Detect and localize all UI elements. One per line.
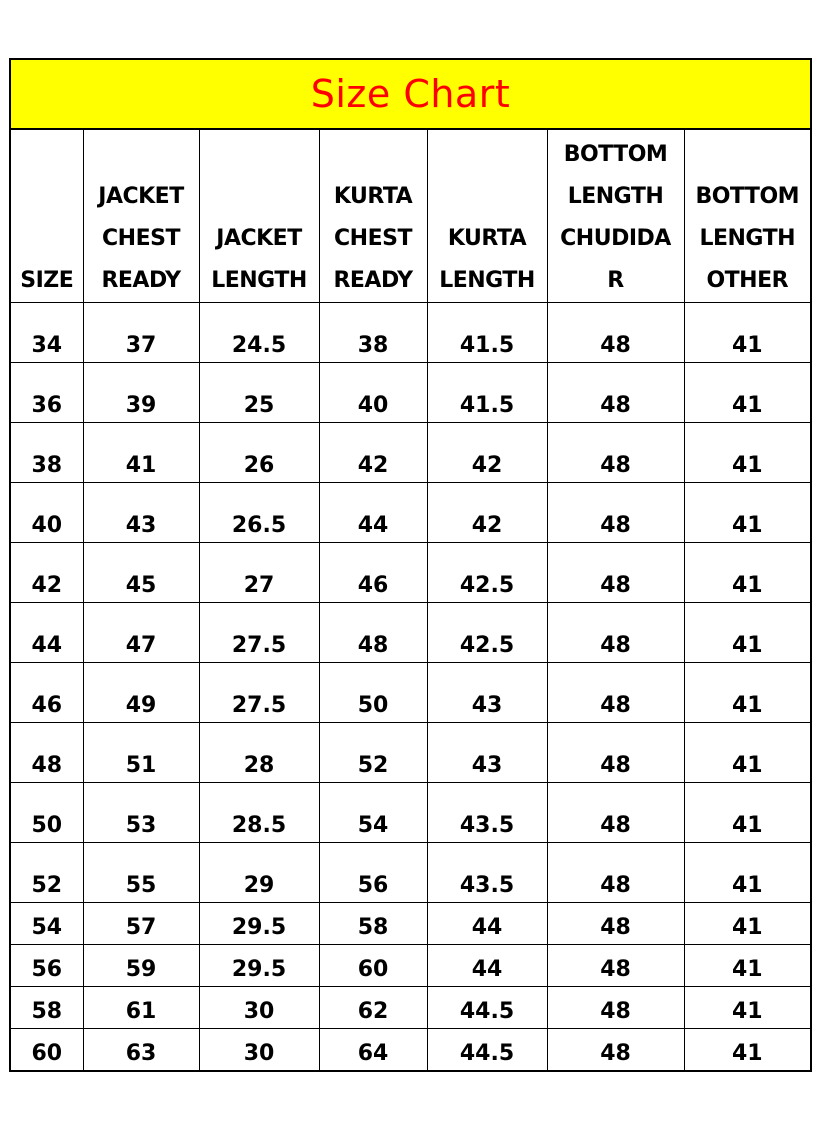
table-cell: 44 [11,602,83,662]
table-cell: 48 [547,842,684,902]
table-cell: 43 [427,722,547,782]
table-cell: 42 [427,482,547,542]
column-header-line: READY [101,267,181,293]
table-cell: 41 [684,662,810,722]
table-cell: 41 [684,422,810,482]
column-header-line: KURTA [447,225,527,251]
table-cell: 41 [684,902,810,944]
table-row [11,902,810,944]
table-cell: 42 [427,422,547,482]
header-row [11,130,810,302]
table-cell: 56 [11,944,83,986]
table-row [11,422,810,482]
table-cell: 27.5 [199,602,319,662]
column-header [83,130,199,302]
column-header-line: READY [333,267,413,293]
table-cell: 46 [319,542,427,602]
column-header-line: JACKET [98,183,184,209]
table-cell: 37 [83,302,199,362]
table-cell: 42.5 [427,602,547,662]
table-cell: 48 [547,602,684,662]
table-cell: 43.5 [427,782,547,842]
table-cell: 42 [11,542,83,602]
table-cell: 52 [11,842,83,902]
table-cell: 48 [319,602,427,662]
table-cell: 48 [547,542,684,602]
table-cell: 41 [684,944,810,986]
title-bar [11,60,810,130]
table-row [11,302,810,362]
table-row [11,944,810,986]
table-cell: 38 [11,422,83,482]
table-cell: 39 [83,362,199,422]
column-header-line: BOTTOM [563,141,668,167]
table-cell: 27 [199,542,319,602]
column-header [547,130,684,302]
column-header-line: OTHER [706,267,789,293]
table-cell: 48 [547,482,684,542]
table-row [11,602,810,662]
size-chart-title: Size Chart [310,72,511,116]
size-table [11,130,810,1070]
table-row [11,482,810,542]
table-cell: 53 [83,782,199,842]
column-header-line: LENGTH [567,183,664,209]
table-cell: 38 [319,302,427,362]
table-cell: 45 [83,542,199,602]
table-row [11,362,810,422]
table-cell: 48 [547,662,684,722]
table-cell: 44 [427,902,547,944]
table-cell: 56 [319,842,427,902]
table-cell: 41 [684,842,810,902]
column-header-line: LENGTH [699,225,796,251]
table-cell: 58 [319,902,427,944]
table-row [11,842,810,902]
table-body [11,302,810,1070]
table-cell: 43.5 [427,842,547,902]
table-cell: 48 [547,722,684,782]
table-cell: 41 [684,482,810,542]
table-cell: 42.5 [427,542,547,602]
table-cell: 41 [684,722,810,782]
table-row [11,722,810,782]
table-cell: 50 [319,662,427,722]
table-cell: 29.5 [199,902,319,944]
table-cell: 48 [11,722,83,782]
table-cell: 47 [83,602,199,662]
table-cell: 27.5 [199,662,319,722]
column-header [319,130,427,302]
table-cell: 48 [547,302,684,362]
column-header [11,130,83,302]
table-cell: 48 [547,944,684,986]
table-row [11,1028,810,1070]
table-cell: 48 [547,986,684,1028]
table-cell: 41 [684,986,810,1028]
table-cell: 46 [11,662,83,722]
table-cell: 24.5 [199,302,319,362]
table-cell: 48 [547,782,684,842]
column-header-line: SIZE [20,267,74,293]
table-cell: 44 [319,482,427,542]
table-cell: 48 [547,1028,684,1070]
table-cell: 41 [684,1028,810,1070]
table-cell: 41 [684,362,810,422]
table-cell: 29.5 [199,944,319,986]
table-cell: 30 [199,986,319,1028]
table-cell: 30 [199,1028,319,1070]
table-cell: 40 [319,362,427,422]
table-cell: 61 [83,986,199,1028]
table-row [11,542,810,602]
column-header-line: CHEST [102,225,180,251]
table-cell: 25 [199,362,319,422]
table-cell: 58 [11,986,83,1028]
table-cell: 40 [11,482,83,542]
table-cell: 34 [11,302,83,362]
table-cell: 26 [199,422,319,482]
table-cell: 41 [684,542,810,602]
column-header-line: LENGTH [211,267,307,293]
table-cell: 57 [83,902,199,944]
table-cell: 54 [319,782,427,842]
table-cell: 41 [684,782,810,842]
table-cell: 43 [83,482,199,542]
table-cell: 43 [427,662,547,722]
column-header-line: CHEST [334,225,412,251]
column-header-line: BOTTOM [695,183,800,209]
table-cell: 42 [319,422,427,482]
table-cell: 62 [319,986,427,1028]
table-cell: 44 [427,944,547,986]
table-cell: 41.5 [427,362,547,422]
table-cell: 55 [83,842,199,902]
table-cell: 29 [199,842,319,902]
table-row [11,662,810,722]
table-cell: 48 [547,362,684,422]
table-cell: 52 [319,722,427,782]
table-cell: 36 [11,362,83,422]
table-cell: 59 [83,944,199,986]
table-cell: 54 [11,902,83,944]
column-header-line: CHUDIDA [560,225,671,251]
column-header [427,130,547,302]
table-row [11,986,810,1028]
table-cell: 28 [199,722,319,782]
table-cell: 63 [83,1028,199,1070]
table-row [11,782,810,842]
column-header-line: R [607,267,624,293]
table-cell: 48 [547,422,684,482]
table-cell: 28.5 [199,782,319,842]
size-chart-sheet [9,58,812,1072]
table-cell: 48 [547,902,684,944]
column-header [199,130,319,302]
column-header-line: KURTA [333,183,413,209]
table-cell: 60 [319,944,427,986]
table-cell: 44.5 [427,1028,547,1070]
table-cell: 44.5 [427,986,547,1028]
table-cell: 51 [83,722,199,782]
table-cell: 49 [83,662,199,722]
table-cell: 41 [83,422,199,482]
table-cell: 41 [684,602,810,662]
table-cell: 64 [319,1028,427,1070]
table-cell: 60 [11,1028,83,1070]
column-header [684,130,810,302]
column-header-line: JACKET [216,225,302,251]
table-cell: 50 [11,782,83,842]
table-cell: 41.5 [427,302,547,362]
column-header-line: LENGTH [439,267,535,293]
table-cell: 41 [684,302,810,362]
table-cell: 26.5 [199,482,319,542]
